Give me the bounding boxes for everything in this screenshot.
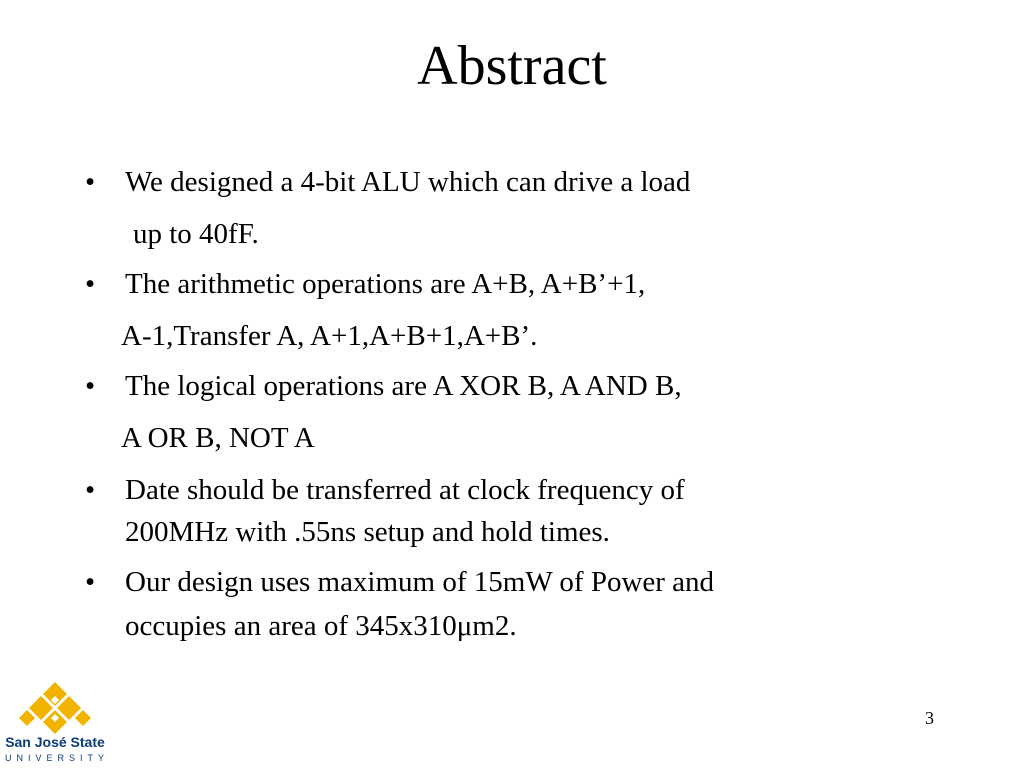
bullet-3-line-1: The logical operations are A XOR B, A AND B, (125, 370, 682, 402)
bullet-dot: • (85, 268, 96, 300)
logo-name: San José State (5, 734, 105, 750)
bullet-2-line-2: A-1,Transfer A, A+1,A+B+1,A+B’. (121, 320, 538, 352)
bullet-3-continuation (121, 416, 315, 460)
university-logo (5, 680, 110, 768)
bullet-2-line-1: The arithmetic operations are A+B, A+B’+1, (125, 268, 646, 300)
slide-title: Abstract (417, 35, 607, 97)
sjsu-emblem-icon (5, 680, 105, 734)
bullet-3-line-2: A OR B, NOT A (121, 422, 315, 454)
bullet-5-line-2: occupies an area of 345x310μm2. (125, 610, 517, 642)
bullet-4-continuation (125, 510, 610, 554)
bullet-1-line-1: We designed a 4-bit ALU which can drive a load (125, 166, 691, 198)
bullet-dot: • (85, 474, 96, 506)
logo-subtitle: UNIVERSITY (5, 753, 110, 763)
bullet-dot: • (85, 566, 96, 598)
bullet-5-line-1: Our design uses maximum of 15mW of Power and (125, 566, 715, 598)
bullet-2-continuation (121, 314, 537, 358)
bullet-dot: • (85, 370, 96, 402)
bullet-4-line-2: 200MHz with .55ns setup and hold times. (125, 516, 610, 548)
page-number: 3 (925, 708, 934, 728)
bullet-4-line-1: Date should be transferred at clock frequency of (125, 474, 685, 506)
bullet-dot: • (85, 166, 96, 198)
bullet-1-continuation (133, 212, 259, 256)
bullet-5-continuation (125, 604, 517, 648)
bullet-1-line-2: up to 40fF. (133, 218, 259, 250)
